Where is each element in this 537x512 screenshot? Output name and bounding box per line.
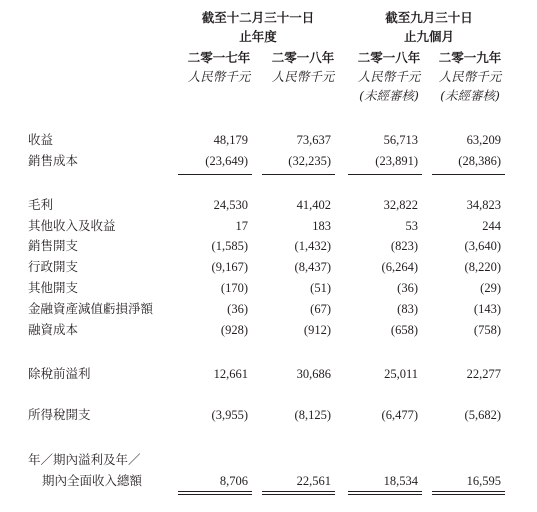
group1-header-line2: 止年度 — [239, 29, 277, 44]
col3-note: (未經審核) — [359, 88, 419, 103]
row-label-profit-before-tax: 除稅前溢利 — [28, 366, 91, 381]
cell-income-tax-2018: (8,125) — [294, 408, 331, 422]
col3-year: 二零一八年 — [357, 50, 421, 65]
row-label-selling-expenses: 銷售開支 — [28, 238, 79, 253]
cell-revenue-9m2018: 56,713 — [383, 133, 418, 147]
cell-cost-of-sales-2018: (32,235) — [288, 154, 331, 168]
cell-income-tax-2017: (3,955) — [211, 408, 248, 422]
group1-header-line1: 截至十二月三十一日 — [201, 10, 315, 25]
cell-finance-costs-9m2018: (658) — [390, 323, 418, 337]
cell-revenue-2017: 48,179 — [213, 133, 248, 147]
cell-admin-expenses-2017: (9,167) — [211, 260, 248, 274]
row-label-total-comprehensive-2: 期內全面收入總額 — [42, 473, 143, 488]
cell-impairment-2018: (67) — [310, 302, 331, 316]
cell-profit-before-tax-9m2019: 22,277 — [466, 367, 501, 381]
row-label-admin-expenses: 行政開支 — [28, 259, 79, 274]
cell-gross-profit-2018: 41,402 — [296, 198, 331, 212]
subtotal-rule-col4 — [432, 174, 505, 175]
cell-gross-profit-2017: 24,530 — [213, 198, 248, 212]
total-rule-top-col3 — [348, 491, 422, 492]
cell-income-tax-9m2018: (6,477) — [381, 408, 418, 422]
cell-gross-profit-9m2019: 34,823 — [466, 198, 501, 212]
cell-profit-before-tax-2017: 12,661 — [213, 367, 248, 381]
cell-impairment-2017: (36) — [227, 302, 248, 316]
cell-total-comprehensive-2017: 8,706 — [219, 474, 248, 488]
col4-year: 二零一九年 — [438, 50, 502, 65]
cell-admin-expenses-2018: (8,437) — [294, 260, 331, 274]
col3-unit: 人民幣千元 — [357, 69, 421, 84]
row-label-cost-of-sales: 銷售成本 — [28, 153, 79, 168]
total-rule-bottom-col2 — [262, 494, 335, 495]
cell-total-comprehensive-2018: 22,561 — [296, 474, 331, 488]
cell-cost-of-sales-2017: (23,649) — [205, 154, 248, 168]
cell-cost-of-sales-9m2018: (23,891) — [375, 154, 418, 168]
row-label-other-income: 其他收入及收益 — [28, 218, 116, 233]
total-rule-bottom-col1 — [178, 494, 252, 495]
cell-impairment-9m2019: (143) — [473, 302, 501, 316]
col2-unit: 人民幣千元 — [271, 69, 335, 84]
total-rule-top-col2 — [262, 491, 335, 492]
cell-profit-before-tax-2018: 30,686 — [296, 367, 331, 381]
cell-finance-costs-2017: (928) — [220, 323, 248, 337]
subtotal-rule-col3 — [348, 174, 422, 175]
cell-other-income-9m2019: 244 — [482, 219, 501, 233]
cell-profit-before-tax-9m2018: 25,011 — [384, 367, 418, 381]
cell-gross-profit-9m2018: 32,822 — [383, 198, 418, 212]
row-label-income-tax: 所得稅開支 — [28, 407, 91, 422]
col1-year: 二零一七年 — [187, 50, 251, 65]
group2-header-line1: 截至九月三十日 — [385, 10, 473, 25]
cell-selling-expenses-2017: (1,585) — [211, 239, 248, 253]
total-rule-top-col1 — [178, 491, 252, 492]
cell-other-income-2018: 183 — [312, 219, 331, 233]
cell-other-expenses-9m2019: (29) — [480, 281, 501, 295]
cell-finance-costs-2018: (912) — [303, 323, 331, 337]
cell-other-expenses-2017: (170) — [220, 281, 248, 295]
cell-other-income-2017: 17 — [235, 219, 248, 233]
row-label-total-comprehensive-1: 年／期內溢利及年／ — [28, 452, 141, 467]
col2-year: 二零一八年 — [271, 50, 335, 65]
row-label-revenue: 收益 — [28, 132, 54, 147]
cell-selling-expenses-2018: (1,432) — [294, 239, 331, 253]
row-label-impairment: 金融資產減值虧損淨額 — [28, 301, 154, 316]
cell-other-expenses-2018: (51) — [310, 281, 331, 295]
cell-other-income-9m2018: 53 — [405, 219, 418, 233]
subtotal-rule-col1 — [178, 174, 252, 175]
col4-unit: 人民幣千元 — [438, 69, 502, 84]
row-label-gross-profit: 毛利 — [28, 197, 54, 212]
cell-income-tax-9m2019: (5,682) — [464, 408, 501, 422]
cell-other-expenses-9m2018: (36) — [397, 281, 418, 295]
cell-selling-expenses-9m2018: (823) — [390, 239, 418, 253]
cell-cost-of-sales-9m2019: (28,386) — [458, 154, 501, 168]
cell-admin-expenses-9m2018: (6,264) — [381, 260, 418, 274]
cell-impairment-9m2018: (83) — [397, 302, 418, 316]
total-rule-bottom-col4 — [432, 494, 505, 495]
cell-revenue-2018: 73,637 — [296, 133, 331, 147]
cell-total-comprehensive-9m2018: 18,534 — [383, 474, 418, 488]
total-rule-top-col4 — [432, 491, 505, 492]
cell-total-comprehensive-9m2019: 16,595 — [466, 474, 501, 488]
cell-admin-expenses-9m2019: (8,220) — [464, 260, 501, 274]
cell-selling-expenses-9m2019: (3,640) — [464, 239, 501, 253]
col1-unit: 人民幣千元 — [187, 69, 251, 84]
col4-note: (未經審核) — [440, 88, 500, 103]
cell-revenue-9m2019: 63,209 — [466, 133, 501, 147]
row-label-finance-costs: 融資成本 — [28, 322, 79, 337]
cell-finance-costs-9m2019: (758) — [473, 323, 501, 337]
group2-header-line2: 止九個月 — [403, 29, 455, 44]
row-label-other-expenses: 其他開支 — [28, 280, 79, 295]
subtotal-rule-col2 — [262, 174, 335, 175]
total-rule-bottom-col3 — [348, 494, 422, 495]
